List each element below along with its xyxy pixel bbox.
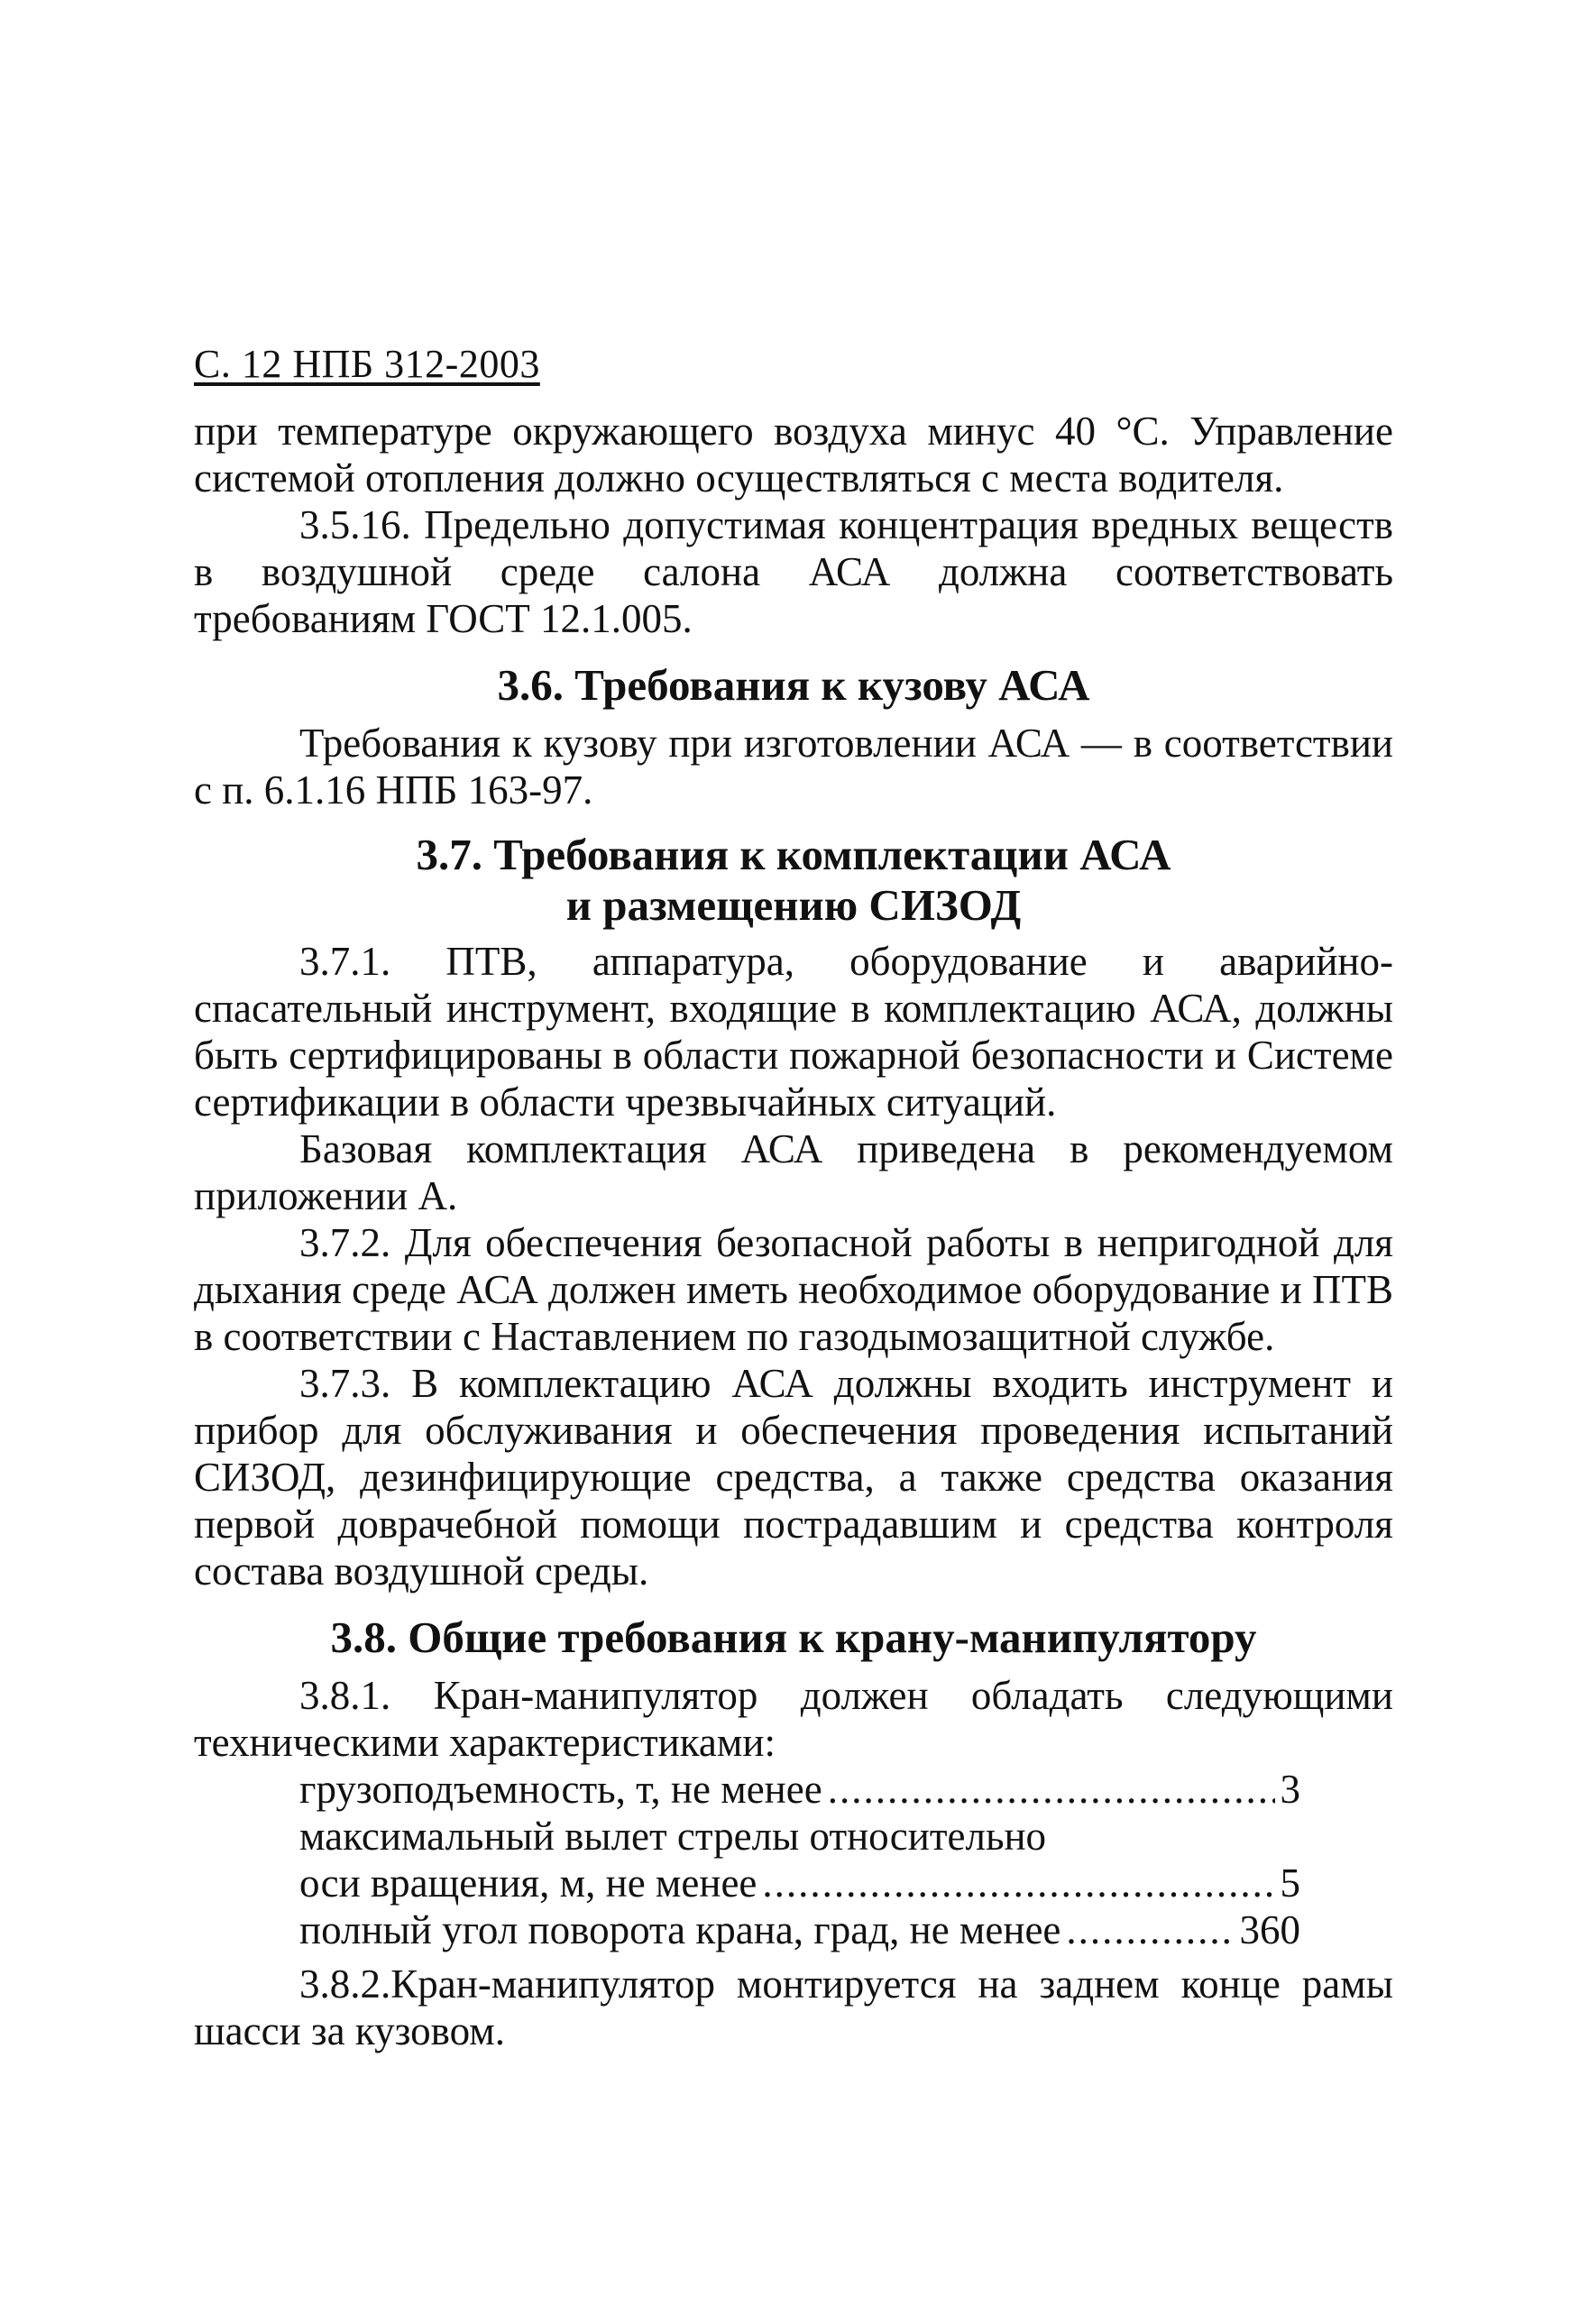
paragraph-3-7-1-base: Базовая комплектация АСА приведена в рекомендуемом приложении А. <box>194 1126 1393 1218</box>
document-body <box>194 408 1393 2054</box>
spec-value: 360 <box>1239 1907 1300 1952</box>
spec-label: грузоподъемность, т, не менее <box>299 1767 822 1812</box>
spec-row-rotation <box>299 1906 1300 1953</box>
paragraph-continuation: при температуре окружающего воздуха минус 40 °С. Управление системой отопления должно осуществляться с места водителя. <box>194 409 1393 501</box>
spec-label: полный угол поворота крана, град, не менее <box>299 1907 1061 1952</box>
section-heading-3-6: 3.6. Требования к кузову АСА <box>497 660 1090 710</box>
paragraph-3-8-2: 3.8.2.Кран-манипулятор монтируется на заднем конце рамы шасси за кузовом. <box>194 1961 1393 2053</box>
spec-value: 3 <box>1280 1767 1300 1812</box>
paragraph-3-7-2: 3.7.2. Для обеспечения безопасной работы в непригодной для дыхания среде АСА должен иметь необходимое оборудование и ПТВ в соответствии с Наставлением по газодымозащитной службе. <box>194 1220 1393 1359</box>
paragraph-3-7-3: 3.7.3. В комплектацию АСА должны входить инструмент и прибор для обслуживания и обеспечения проведения испытаний СИЗОД, дезинфицирующие средства, а также средства оказания первой доврачебной помощи пострадавшим и средства контроля состава воздушной среды. <box>194 1361 1393 1594</box>
section-heading-3-7 <box>194 830 1393 931</box>
spec-row-capacity <box>299 1766 1300 1813</box>
leader-dots <box>828 1766 1275 1813</box>
spec-label: оси вращения, м, не менее <box>299 1860 757 1906</box>
section-heading-3-7-line-1: 3.7. Требования к комплектации АСА <box>416 830 1171 879</box>
leader-dots <box>762 1860 1274 1906</box>
page-header: С. 12 НПБ 312-2003 <box>194 342 540 386</box>
section-heading-3-8: 3.8. Общие требования к крану-манипулятору <box>330 1612 1257 1662</box>
spec-row-reach <box>299 1860 1300 1906</box>
paragraph-3-8-1: 3.8.1. Кран-манипулятор должен обладать следующими техническими характеристиками: <box>194 1673 1393 1765</box>
spec-row-reach-line-1 <box>299 1813 1300 1860</box>
paragraph-3-5-16: 3.5.16. Предельно допустимая концентрация вредных веществ в воздушной среде салона АСА должна соответствовать требованиям ГОСТ 12.1.005. <box>194 502 1393 641</box>
leader-dots <box>1066 1906 1234 1953</box>
section-heading-3-7-line-2: и размещению СИЗОД <box>565 880 1022 930</box>
spec-value: 5 <box>1280 1860 1300 1906</box>
paragraph-3-7-1: 3.7.1. ПТВ, аппаратура, оборудование и аварийно-спасательный инструмент, входящие в комплектацию АСА, должны быть сертифицированы в области пожарной безопасности и Системе сертификации в области чрезвычайных ситуаций. <box>194 939 1393 1125</box>
spec-list <box>299 1766 1393 1953</box>
spec-label: максимальный вылет стрелы относительно <box>299 1814 1047 1859</box>
paragraph-3-6: Требования к кузову при изготовлении АСА — в соответствии с п. 6.1.16 НПБ 163-97. <box>194 721 1393 813</box>
